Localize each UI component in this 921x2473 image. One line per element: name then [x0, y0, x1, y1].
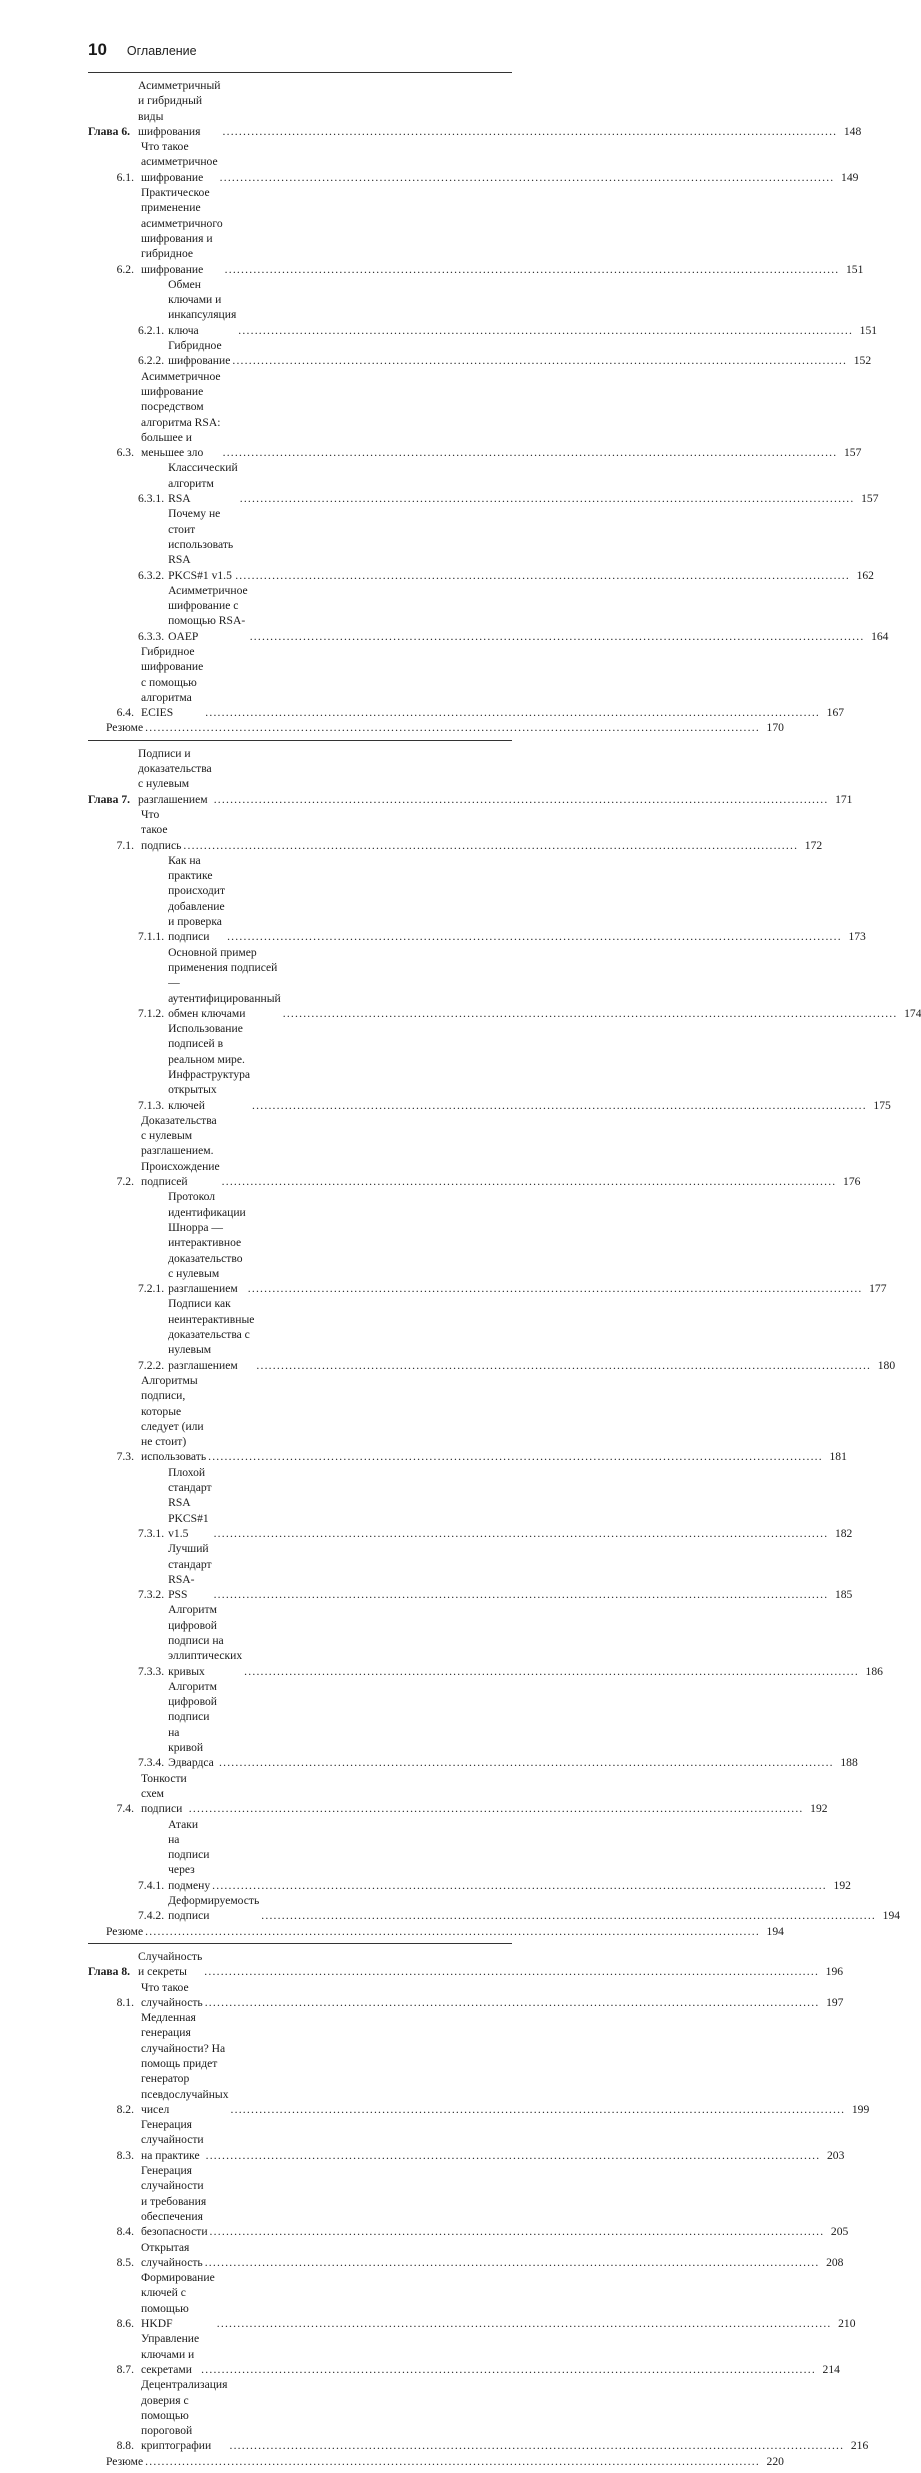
leader-dots — [227, 929, 842, 944]
leader-dots — [205, 2255, 820, 2270]
chapter-title: Асимметричный и гибридный виды шифрования — [138, 79, 221, 138]
toc-subsection — [88, 1541, 853, 1602]
entry-title: Резюме — [106, 2454, 144, 2468]
leader-dots — [219, 1755, 834, 1770]
entry-page: 194 — [882, 1909, 901, 1923]
leader-dots — [205, 1995, 820, 2010]
entry-title: Асимметричное шифрование посредством алгоритма RSA: большее и меньшее зло — [141, 369, 221, 460]
entry-page: 174 — [904, 1006, 921, 1020]
entry-page: 173 — [848, 930, 866, 944]
entry-title: Алгоритм цифровой подписи на эллиптических кривых — [168, 1603, 243, 1678]
entry-title-line — [106, 1924, 784, 1939]
toc-subsection — [88, 1296, 896, 1372]
leader-dots — [210, 2224, 825, 2239]
page-number: 10 — [88, 40, 107, 59]
entry-number: 7.2.1. — [138, 1282, 165, 1296]
entry-title-line — [141, 807, 823, 853]
entry-page: 170 — [766, 721, 784, 735]
toc-subsection — [88, 945, 921, 1021]
toc-subsection — [88, 1679, 858, 1771]
toc-subsection — [88, 1465, 853, 1541]
chapter-title-line — [138, 78, 862, 139]
entry-title-line — [141, 2163, 849, 2239]
entry-title-line — [168, 1021, 891, 1113]
toc-section — [88, 2117, 845, 2163]
entry-title-line — [168, 338, 872, 369]
entry-page: 220 — [766, 2454, 784, 2468]
toc-section — [88, 2240, 844, 2271]
entry-page: 164 — [871, 629, 889, 643]
entry-page: 176 — [843, 1175, 861, 1189]
entry-page: 180 — [877, 1358, 896, 1372]
entry-title: Что такое асимметричное шифрование — [141, 140, 218, 184]
entry-number: 6.3.1. — [138, 492, 165, 506]
entry-page: 210 — [838, 2317, 856, 2331]
entry-title-line — [168, 460, 879, 506]
entry-title: Формирование ключей с помощью HKDF — [141, 2271, 215, 2331]
entry-title-line — [168, 1817, 851, 1893]
chapter-label: Глава 7. — [88, 792, 131, 806]
entry-title-line — [141, 2117, 845, 2163]
entry-page: 188 — [840, 1756, 858, 1770]
entry-page: 157 — [861, 492, 879, 506]
entry-title-line — [168, 583, 889, 644]
leader-dots — [238, 323, 853, 338]
entry-number: 8.3. — [116, 2148, 134, 2162]
entry-page: 181 — [829, 1450, 847, 1464]
toc-subsection — [88, 277, 878, 338]
chapter-label: Глава 8. — [88, 1965, 131, 1979]
entry-number: 7.3.1. — [138, 1526, 165, 1540]
leader-dots — [256, 1358, 871, 1373]
toc-summary — [88, 1924, 784, 1939]
leader-dots — [220, 170, 835, 185]
entry-title: Тонкости схем подписи — [141, 1771, 187, 1816]
leader-dots — [248, 1281, 863, 1296]
entry-title-line — [168, 1602, 883, 1678]
toc-subsection — [88, 1021, 891, 1113]
leader-dots — [204, 1964, 819, 1979]
leader-dots — [217, 2316, 832, 2331]
leader-dots — [212, 1878, 827, 1893]
entry-number: 6.3.2. — [138, 568, 165, 582]
entry-number: 7.4.1. — [138, 1878, 165, 1892]
entry-title-line — [106, 2454, 784, 2469]
entry-title: Почему не стоит использовать RSA PKCS#1 v1.5 — [168, 507, 234, 582]
chapter-heading — [88, 1949, 844, 1980]
leader-dots — [183, 838, 798, 853]
entry-title: Гибридное шифрование — [168, 339, 231, 368]
entry-title: Подписи как неинтерактивные доказательства с нулевым разглашением — [168, 1297, 255, 1372]
leader-dots — [235, 568, 850, 583]
toc-summary — [88, 2454, 784, 2469]
entry-number: 6.3.3. — [138, 629, 165, 643]
leader-dots — [214, 792, 829, 807]
chapter-title-line — [138, 746, 853, 807]
entry-title: Децентрализация доверия с помощью пороговой криптографии — [141, 2378, 228, 2453]
entry-title: Практическое применение асимметричного шифрования и гибридное шифрование — [141, 186, 223, 276]
entry-title-line — [141, 2240, 844, 2271]
entry-number: 7.4.2. — [138, 1909, 165, 1923]
entry-title: Основной пример применения подписей — аутентифицированный обмен ключами — [168, 945, 281, 1020]
leader-dots — [205, 705, 820, 720]
leader-dots — [261, 1908, 876, 1923]
entry-title-line — [168, 1465, 853, 1541]
entry-number: 6.3. — [116, 446, 134, 460]
entry-title-line — [168, 1189, 887, 1296]
entry-title: Классический алгоритм RSA — [168, 461, 238, 506]
leader-dots — [208, 1449, 823, 1464]
chapter-section — [88, 1943, 870, 2473]
entry-number: 7.1.2. — [138, 1006, 165, 1020]
entry-page: 192 — [833, 1878, 851, 1892]
entry-title-line — [141, 369, 862, 461]
chapter-section — [88, 740, 921, 1943]
entry-page: 157 — [843, 446, 862, 460]
entry-title: Доказательства с нулевым разглашением. Происхождение подписей — [141, 1113, 220, 1189]
entry-title-line — [141, 1771, 828, 1817]
leader-dots — [244, 1664, 859, 1679]
entry-number: 7.1.1. — [138, 930, 165, 944]
entry-number: 8.7. — [116, 2362, 134, 2376]
entry-title: Использование подписей в реальном мире. Инфраструктура открытых ключей — [168, 1022, 251, 1112]
entry-title-line — [168, 1679, 858, 1771]
toc-section — [88, 2010, 870, 2117]
entry-title: Резюме — [106, 1924, 144, 1938]
entry-title: Что такое случайность — [141, 1980, 203, 2009]
entry-title: Резюме — [106, 721, 144, 735]
entry-number: 8.4. — [116, 2225, 134, 2239]
entry-title-line — [168, 1541, 853, 1602]
chapter-section — [88, 72, 889, 740]
toc-section — [88, 1113, 861, 1189]
entry-title-line — [141, 185, 864, 277]
entry-page: 214 — [822, 2362, 840, 2376]
leader-dots — [283, 1006, 898, 1021]
toc-section — [88, 2331, 840, 2377]
entry-title-line — [168, 945, 921, 1021]
chapter-title: Подписи и доказательства с нулевым разглашением — [138, 746, 212, 806]
entry-page: 151 — [846, 262, 864, 276]
entry-number: 7.1. — [116, 838, 134, 852]
running-header — [88, 40, 197, 64]
entry-page: 172 — [804, 838, 823, 852]
toc-section — [88, 185, 864, 277]
entry-page: 167 — [826, 706, 845, 720]
entry-page: 186 — [865, 1664, 883, 1678]
entry-title-line — [141, 1980, 844, 2011]
entry-number: 7.2.2. — [138, 1358, 165, 1372]
entry-title: Алгоритм цифровой подписи на кривой Эдвардса — [168, 1679, 218, 1770]
leader-dots — [240, 491, 855, 506]
chapter-heading — [88, 746, 853, 807]
entry-title: Асимметричное шифрование с помощью RSA-OAEP — [168, 583, 248, 643]
chapter-heading — [88, 78, 862, 139]
entry-title-line — [141, 2270, 856, 2331]
entry-title: Атаки на подписи через подмену — [168, 1817, 211, 1892]
toc-section — [88, 2377, 869, 2453]
toc-subsection — [88, 338, 872, 369]
toc-section — [88, 2270, 856, 2331]
toc-section — [88, 1980, 844, 2011]
leader-dots — [225, 262, 840, 277]
entry-number: 6.4. — [116, 706, 134, 720]
chapter-page: 171 — [835, 792, 853, 806]
leader-dots — [232, 353, 847, 368]
toc-section — [88, 369, 862, 461]
entry-number: 7.3.2. — [138, 1588, 165, 1602]
entry-title: Гибридное шифрование с помощью алгоритма ECIES — [141, 644, 204, 720]
entry-title: Протокол идентификации Шнорра — интерактивное доказательство с нулевым разглашением — [168, 1190, 246, 1296]
entry-number: 8.8. — [116, 2439, 134, 2453]
toc-section — [88, 1373, 847, 1465]
table-of-contents — [88, 72, 921, 2473]
entry-number: 7.3.4. — [138, 1756, 165, 1770]
entry-page: 151 — [859, 323, 878, 337]
chapter-title-line — [138, 1949, 844, 1980]
entry-title-line — [168, 506, 874, 582]
entry-page: 194 — [766, 1924, 784, 1938]
entry-title: Генерация случайности и требования обеспечения безопасности — [141, 2164, 208, 2239]
entry-title: Обмен ключами и инкапсуляция ключа — [168, 277, 237, 337]
entry-page: 205 — [830, 2225, 849, 2239]
entry-title-line — [141, 139, 859, 185]
entry-page: 182 — [834, 1526, 853, 1540]
toc-section — [88, 1771, 828, 1817]
entry-title: Деформируемость подписи — [168, 1894, 260, 1923]
entry-number: 6.2.2. — [138, 354, 165, 368]
entry-title-line — [106, 720, 784, 735]
entry-title-line — [141, 1113, 861, 1189]
entry-number: 8.6. — [116, 2317, 134, 2331]
entry-title: Открытая случайность — [141, 2240, 203, 2269]
leader-dots — [250, 629, 865, 644]
leader-dots — [201, 2362, 816, 2377]
entry-page: 192 — [810, 1802, 828, 1816]
entry-title: Что такое подпись — [141, 807, 182, 852]
leader-dots — [189, 1801, 804, 1816]
entry-number: 6.1. — [116, 170, 134, 184]
entry-title-line — [141, 2377, 869, 2453]
entry-page: 203 — [826, 2148, 845, 2162]
entry-title: Медленная генерация случайности? На помощь придет генератор псевдослучайных чисел — [141, 2011, 229, 2116]
leader-dots — [223, 445, 838, 460]
entry-title: Лучший стандарт RSA-PSS — [168, 1542, 212, 1602]
entry-page: 152 — [853, 354, 872, 368]
toc-summary — [88, 720, 784, 735]
entry-number: 7.3. — [116, 1450, 134, 1464]
entry-title: Алгоритмы подписи, которые следует (или не стоит) использовать — [141, 1373, 207, 1464]
toc-subsection — [88, 1602, 883, 1678]
entry-number: 7.1.3. — [138, 1098, 165, 1112]
leader-dots — [222, 1174, 837, 1189]
entry-number: 6.2.1. — [138, 323, 165, 337]
toc-subsection — [88, 1817, 851, 1893]
entry-title: Как на практике происходит добавление и проверка подписи — [168, 853, 226, 944]
leader-dots — [252, 1098, 867, 1113]
entry-title: Управление ключами и секретами — [141, 2332, 200, 2376]
toc-subsection — [88, 1893, 901, 1924]
entry-number: 8.1. — [116, 1995, 134, 2009]
leader-dots — [214, 1587, 829, 1602]
entry-title-line — [168, 277, 878, 338]
entry-page: 199 — [851, 2102, 870, 2116]
toc-section — [88, 644, 845, 720]
running-title: Оглавление — [126, 44, 197, 58]
toc-subsection — [88, 853, 866, 945]
entry-page: 175 — [873, 1098, 891, 1112]
entry-number: 7.2. — [116, 1175, 134, 1189]
entry-number: 7.4. — [116, 1802, 134, 1816]
entry-title-line — [168, 1296, 896, 1372]
entry-number: 6.2. — [116, 262, 134, 276]
entry-title-line — [141, 1373, 847, 1465]
entry-title: Генерация случайности на практике — [141, 2118, 204, 2162]
entry-page: 162 — [856, 568, 874, 582]
chapter-page: 148 — [843, 124, 862, 138]
chapter-title: Случайность и секреты — [138, 1949, 203, 1979]
toc-section — [88, 807, 823, 853]
entry-title: Плохой стандарт RSA PKCS#1 v1.5 — [168, 1465, 212, 1540]
toc-subsection — [88, 1189, 887, 1296]
entry-page: 197 — [826, 1995, 844, 2009]
entry-page: 185 — [834, 1588, 853, 1602]
entry-number: 7.3.3. — [138, 1664, 165, 1678]
leader-dots — [145, 720, 760, 735]
leader-dots — [145, 1924, 760, 1939]
entry-number: 8.5. — [116, 2255, 134, 2269]
toc-subsection — [88, 506, 874, 582]
entry-title-line — [141, 2010, 870, 2117]
leader-dots — [214, 1526, 829, 1541]
chapter-label: Глава 6. — [88, 124, 131, 138]
chapter-page: 196 — [825, 1965, 844, 1979]
entry-number: 8.2. — [116, 2102, 134, 2116]
entry-title-line — [168, 1893, 901, 1924]
toc-subsection — [88, 583, 889, 644]
entry-page: 208 — [826, 2255, 844, 2269]
leader-dots — [229, 2438, 844, 2453]
toc-subsection — [88, 460, 879, 506]
leader-dots — [231, 2102, 846, 2117]
entry-title-line — [141, 2331, 840, 2377]
entry-page: 177 — [869, 1282, 887, 1296]
entry-page: 149 — [841, 170, 859, 184]
entry-title-line — [168, 853, 866, 945]
leader-dots — [145, 2454, 760, 2469]
toc-section — [88, 2163, 849, 2239]
leader-dots — [223, 124, 838, 139]
leader-dots — [206, 2148, 821, 2163]
entry-title-line — [141, 644, 845, 720]
entry-page: 216 — [850, 2439, 869, 2453]
toc-section — [88, 139, 859, 185]
